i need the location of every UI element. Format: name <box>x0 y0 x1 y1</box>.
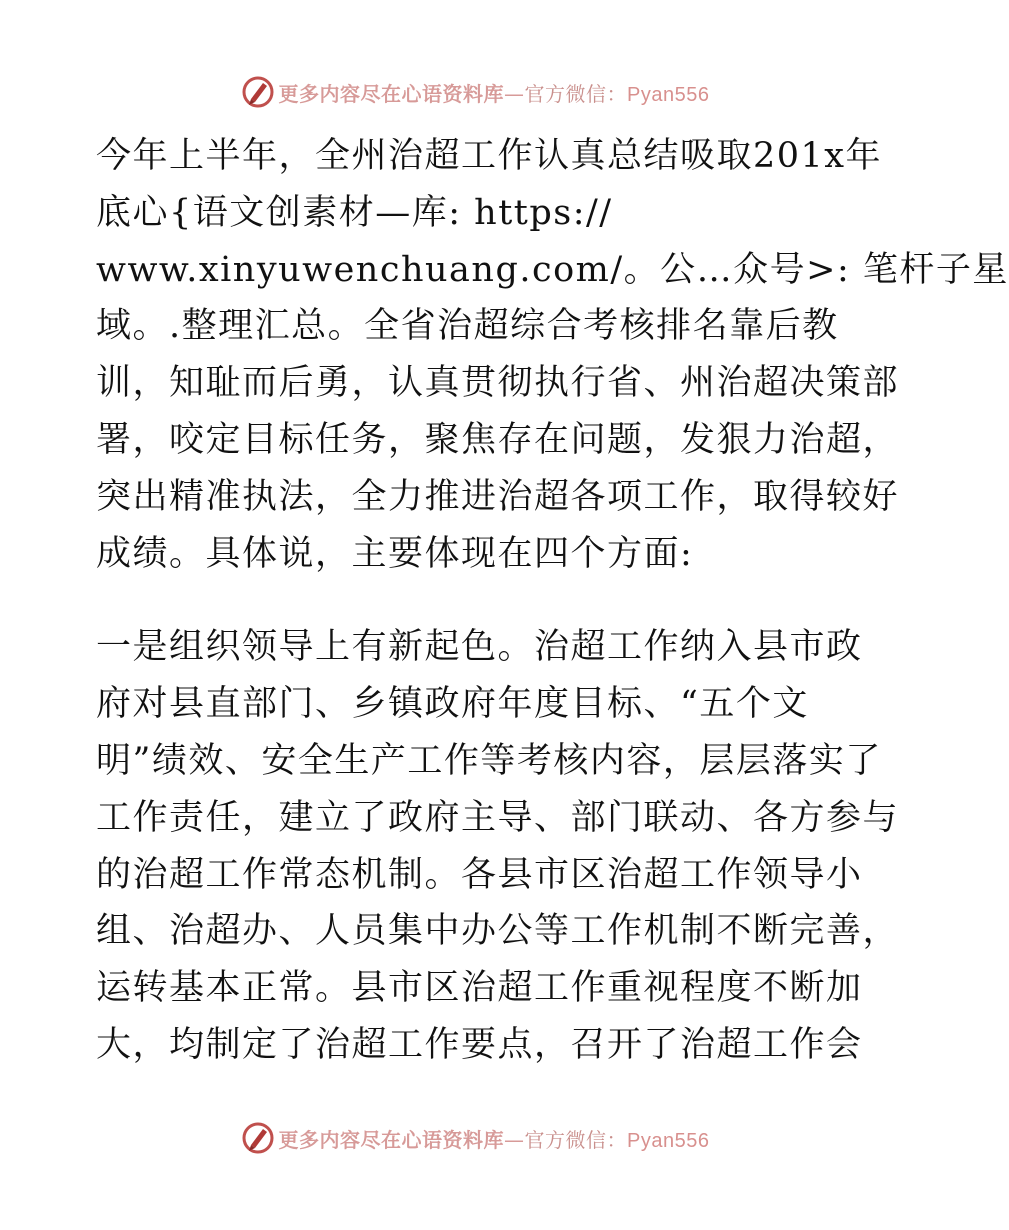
text-line: 突出精准执法，全力推进治超各项工作，取得较好 <box>96 476 900 517</box>
banner-wechat-id: Pyan556 <box>627 1129 710 1152</box>
banner-wechat-label: 官方微信： <box>524 81 628 106</box>
text-line: 明”绩效、安全生产工作等考核内容，层层落实了 <box>96 740 882 781</box>
document-body <box>96 128 1009 1074</box>
text-line: 大，均制定了治超工作要点，召开了治超工作会 <box>96 1024 863 1065</box>
banner-wechat-label: 官方微信： <box>524 1127 628 1152</box>
text-line: 底心{语文创素材—库: https:// <box>96 192 613 233</box>
banner-text <box>279 78 710 107</box>
text-line: 署，咬定目标任务，聚焦存在问题，发狠力治超， <box>96 419 900 460</box>
banner-text <box>279 1124 710 1153</box>
footer-banner <box>0 1118 950 1158</box>
text-line: 工作责任，建立了政府主导、部门联动、各方参与 <box>96 797 900 838</box>
paragraph-2 <box>96 619 900 1073</box>
text-line: 成绩。具体说，主要体现在四个方面: <box>96 533 694 574</box>
banner-wechat-id: Pyan556 <box>627 83 710 106</box>
pen-logo-icon <box>241 1121 275 1155</box>
text-line: 的治超工作常态机制。各县市区治超工作领导小 <box>96 854 863 895</box>
banner-main-text: 更多内容尽在心语资料库 <box>278 1127 505 1152</box>
header-banner <box>0 72 950 112</box>
text-line: 一是组织领导上有新起色。治超工作纳入县市政 <box>96 627 863 668</box>
pen-logo-icon <box>241 75 275 109</box>
text-line: 训，知耻而后勇，认真贯彻执行省、州治超决策部 <box>96 363 900 404</box>
banner-separator: — <box>504 81 525 106</box>
paragraph-1 <box>96 128 1009 582</box>
banner-separator: — <box>504 1127 525 1152</box>
paragraph-gap <box>96 582 856 619</box>
text-line: 府对县直部门、乡镇政府年度目标、“五个文 <box>96 684 809 725</box>
text-line: www.xinyuwenchuang.com/。公…众号>: 笔杆子星 <box>96 249 1009 290</box>
text-line: 今年上半年，全州治超工作认真总结吸取201x年 <box>96 136 883 176</box>
banner-main-text: 更多内容尽在心语资料库 <box>278 81 505 106</box>
text-line: 组、治超办、人员集中办公等工作机制不断完善， <box>96 911 900 952</box>
text-line: 域。.整理汇总。全省治超综合考核排名靠后教 <box>96 306 839 347</box>
text-line: 运转基本正常。县市区治超工作重视程度不断加 <box>96 968 863 1009</box>
